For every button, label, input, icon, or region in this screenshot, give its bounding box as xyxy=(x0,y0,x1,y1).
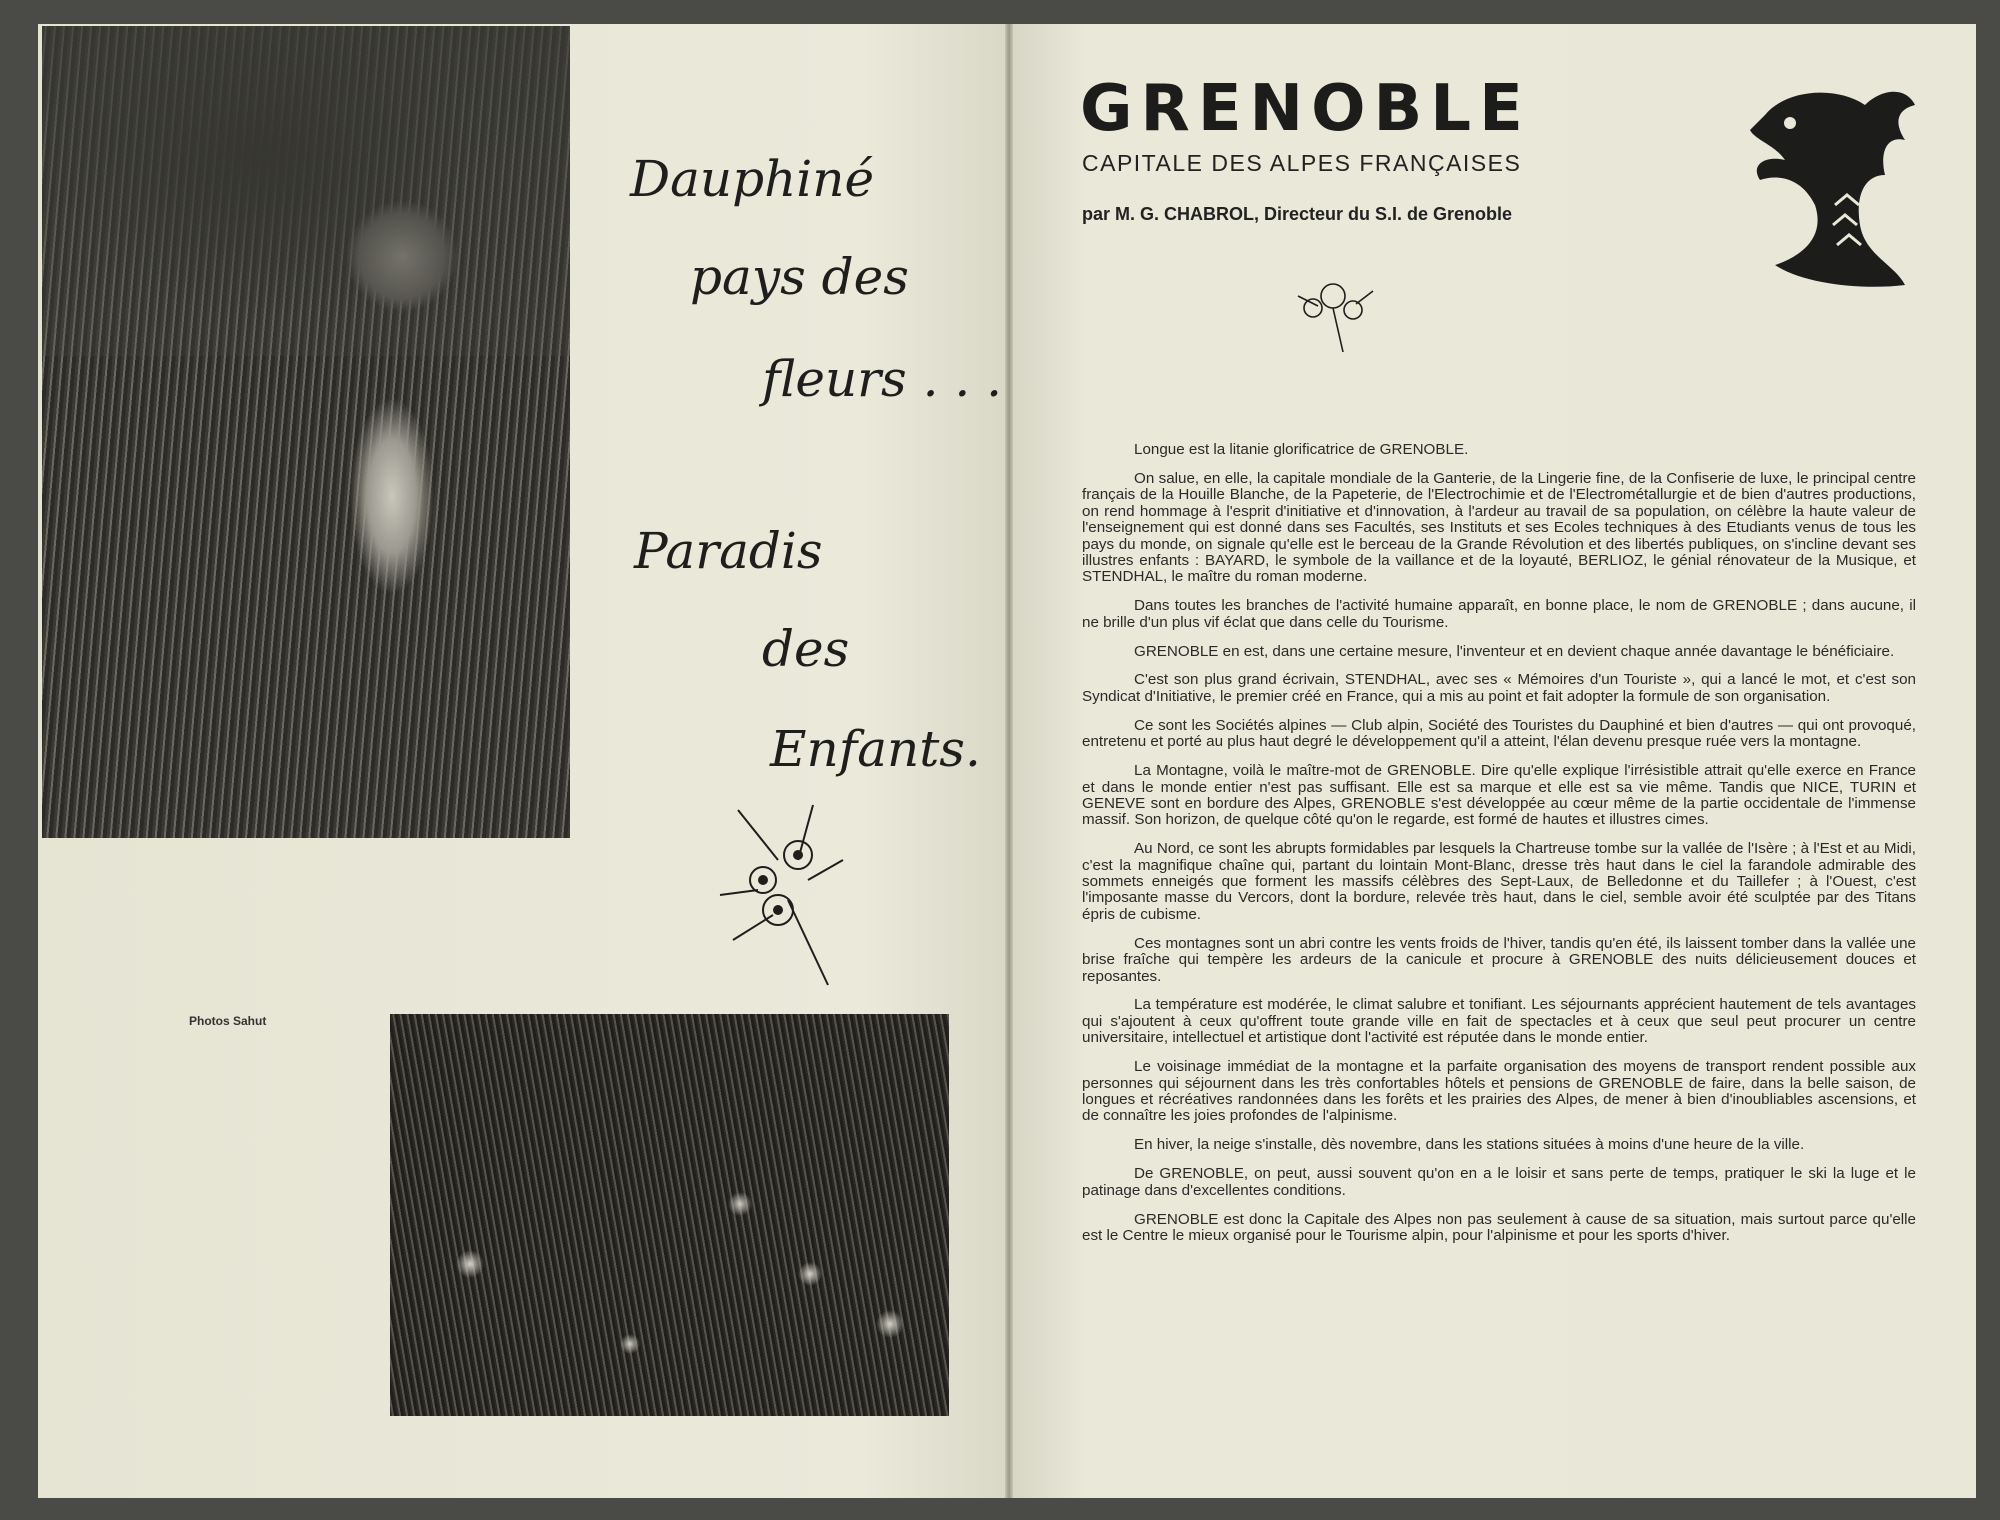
paragraph: Le voisinage immédiat de la montagne et la parfaite organisation des moyens de transport rendent possible aux personnes qui séjournent dans les très confortables hôtels et pensions de GRENOBLE de faire, dans la belle saison, de longues et récréatives randonnées dans les forêts et les prairies des Alpes, de mener à bien d'inoubliables ascensions, et de connaître les joies profondes de l'alpinisme. xyxy=(1082,1058,1916,1125)
title-line-3: fleurs . . . xyxy=(762,350,1003,408)
flower-bouquet-drawing xyxy=(718,800,848,990)
photo-wildflowers xyxy=(390,1014,949,1416)
book-gutter xyxy=(1005,24,1013,1498)
article-subtitle: CAPITALE DES ALPES FRANÇAISES xyxy=(1082,150,1522,176)
paragraph: Au Nord, ce sont les abrupts formidables par lesquels la Chartreuse tombe sur la vallée de l'Isère ; à l'Est et au Midi, c'est la magnifique chaîne qui, partant du lointain Mont-Blanc, dresse très haut dans le ciel la farandole admirable des sommets enneigés que forment les massifs célèbres des Sept-Laux, de Belledonne et du Taillefer ; à l'Ouest, c'est l'imposante masse du Vercors, dont la bordure, relevée très haut, dans le ciel, semble avoir été sculptée par des Titans épris de cubisme. xyxy=(1082,840,1916,923)
title-line-6: Enfants. xyxy=(770,720,981,778)
title-line-1: Dauphiné xyxy=(630,150,875,208)
title-line-4: Paradis xyxy=(634,522,823,580)
paragraph: Dans toutes les branches de l'activité humaine apparaît, en bonne place, le nom de GRENOBLE ; dans aucune, il ne brille d'un plus vif éclat que dans celle du Tourisme. xyxy=(1082,597,1916,631)
article-byline: par M. G. CHABROL, Directeur du S.I. de Grenoble xyxy=(1082,204,1513,224)
paragraph: De GRENOBLE, on peut, aussi souvent qu'on en a le loisir et sans perte de temps, pratiquer le ski la luge et le patinage dans d'excellentes conditions. xyxy=(1082,1165,1916,1199)
article-body xyxy=(1082,442,1916,1257)
paragraph: GRENOBLE en est, dans une certaine mesure, l'inventeur et en devient chaque année davantage le bénéficiaire. xyxy=(1134,642,1895,660)
paragraph: C'est son plus grand écrivain, STENDHAL, avec ses « Mémoires d'un Touriste », qui a lancé le mot, et c'est son Syndicat d'Initiative, le premier créé en France, qui a mis au point et fait adopter la formule de son organisation. xyxy=(1082,671,1916,705)
paragraph: La température est modérée, le climat salubre et tonifiant. Les séjournants apprécient hautement de tels avantages qui s'ajoutent à ceux qu'offrent toute grande ville en fait de spectacles et à ceux que seul peut procurer un centre universitaire, intellectuel et artistique dont l'activité est réputée dans le monde entier. xyxy=(1082,996,1916,1047)
paragraph: En hiver, la neige s'installe, dès novembre, dans les stations situées à moins d'une heure de la ville. xyxy=(1134,1136,1805,1154)
paragraph: Ce sont les Sociétés alpines — Club alpin, Société des Touristes du Dauphiné et bien d'autres — qui ont provoqué, entretenu et porté au plus haut degré le développement qu'il a atteint, l'élan devenu presque ruée vers la montagne. xyxy=(1082,716,1916,751)
paragraph: On salue, en elle, la capitale mondiale de la Ganterie, de la Lingerie fine, de la Confiserie de luxe, le principal centre français de la Houille Blanche, de la Papeterie, de l'Electrochimie et de l'Electrométallurgie et de bien d'autres productions, on rend hommage à l'esprit d'initiative et d'innovation, à l'ardeur au travail de sa population, on célèbre la haute valeur de l'enseignement qui est donné dans ses Facultés, ses Instituts et ses Ecoles techniques à des Etudiants venus de tous les pays du monde, on signale qu'elle est le berceau de la Grande Révolution et des libertés publiques, on s'incline devant ses illustres enfants : BAYARD, le symbole de la vaillance et de la loyauté, BERLIOZ, le génial rénovateur de la Musique, et STENDHAL, le maître du roman moderne. xyxy=(1082,469,1916,586)
paragraph: GRENOBLE est donc la Capitale des Alpes non pas seulement à cause de sa situation, mais surtout parce qu'elle est le Centre le mieux organisé pour le Tourisme alpin, pour l'alpinisme et pour les sports d'hiver. xyxy=(1082,1210,1916,1244)
paragraph: Ces montagnes sont un abri contre les vents froids de l'hiver, tandis qu'en été, ils laissent tomber dans la vallée une brise fraîche qui tempère les ardeurs de la canicule et procure à GRENOBLE des nuits délicieusement douces et reposantes. xyxy=(1082,934,1916,985)
title-line-5: des xyxy=(762,620,850,678)
photo-caption: Photos Sahut xyxy=(189,1014,267,1028)
paragraph: La Montagne, voilà le maître-mot de GRENOBLE. Dire qu'elle explique l'irrésistible attrait qu'elle exerce en France et dans le monde entier n'est pas suffisant. Elle est sa marque et elle est sa vie même. Tandis que NICE, TURIN et GENEVE sont en bordure des Alpes, GRENOBLE s'est développée au cœur même de la partie occidentale de l'immense massif. Son horizon, de quelque côté qu'on le regarde, est formé de hautes et illustres cimes. xyxy=(1082,762,1916,829)
dauphin-emblem-icon xyxy=(1745,85,1917,295)
paragraph: Longue est la litanie glorificatrice de GRENOBLE. xyxy=(1134,441,1469,458)
article-title: GRENOBLE xyxy=(1080,72,1531,146)
title-line-2: pays des xyxy=(690,248,909,306)
photo-child-in-meadow xyxy=(42,26,570,838)
small-flower-drawing xyxy=(1288,266,1380,354)
